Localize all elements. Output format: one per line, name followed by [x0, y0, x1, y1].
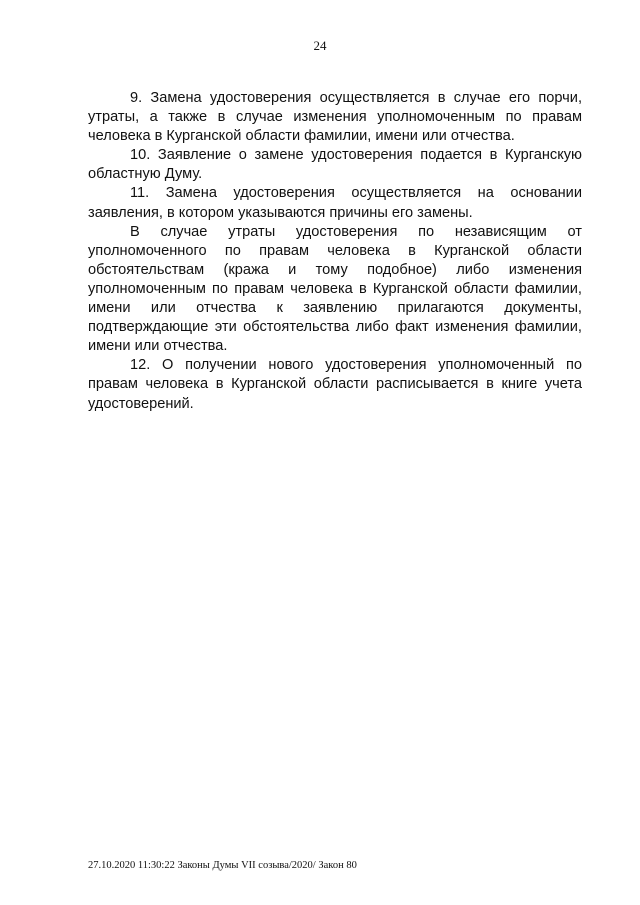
page-number: 24 [313, 38, 327, 53]
document-footer: 27.10.2020 11:30:22 Законы Думы VII созыва/2020/ Закон 80 [88, 860, 357, 871]
paragraph-11: 11. Замена удостоверения осуществляется на основании заявления, в котором указываются причины его замены. [88, 185, 582, 221]
paragraph-9: 9. Замена удостоверения осуществляется в случае его порчи, утраты, а также в случае изменения уполномоченным по правам человека в Курганской области фамилии, имени или отчества. [88, 90, 582, 145]
paragraph-10: 10. Заявление о замене удостоверения подается в Курганскую областную Думу. [88, 147, 582, 183]
document-body [88, 89, 582, 414]
paragraph-12: 12. О получении нового удостоверения уполномоченный по правам человека в Курганской области расписывается в книге учета удостоверений. [88, 357, 582, 412]
paragraph-11-continuation: В случае утраты удостоверения по независящим от уполномоченного по правам человека в Курганской области обстоятельствам (кража и тому подобное) либо изменения уполномоченным по правам человека в Курганской области фамилии, имени или отчества к заявлению прилагаются документы, подтверждающие эти обстоятельства либо факт изменения фамилии, имени или отчества. [88, 223, 582, 355]
